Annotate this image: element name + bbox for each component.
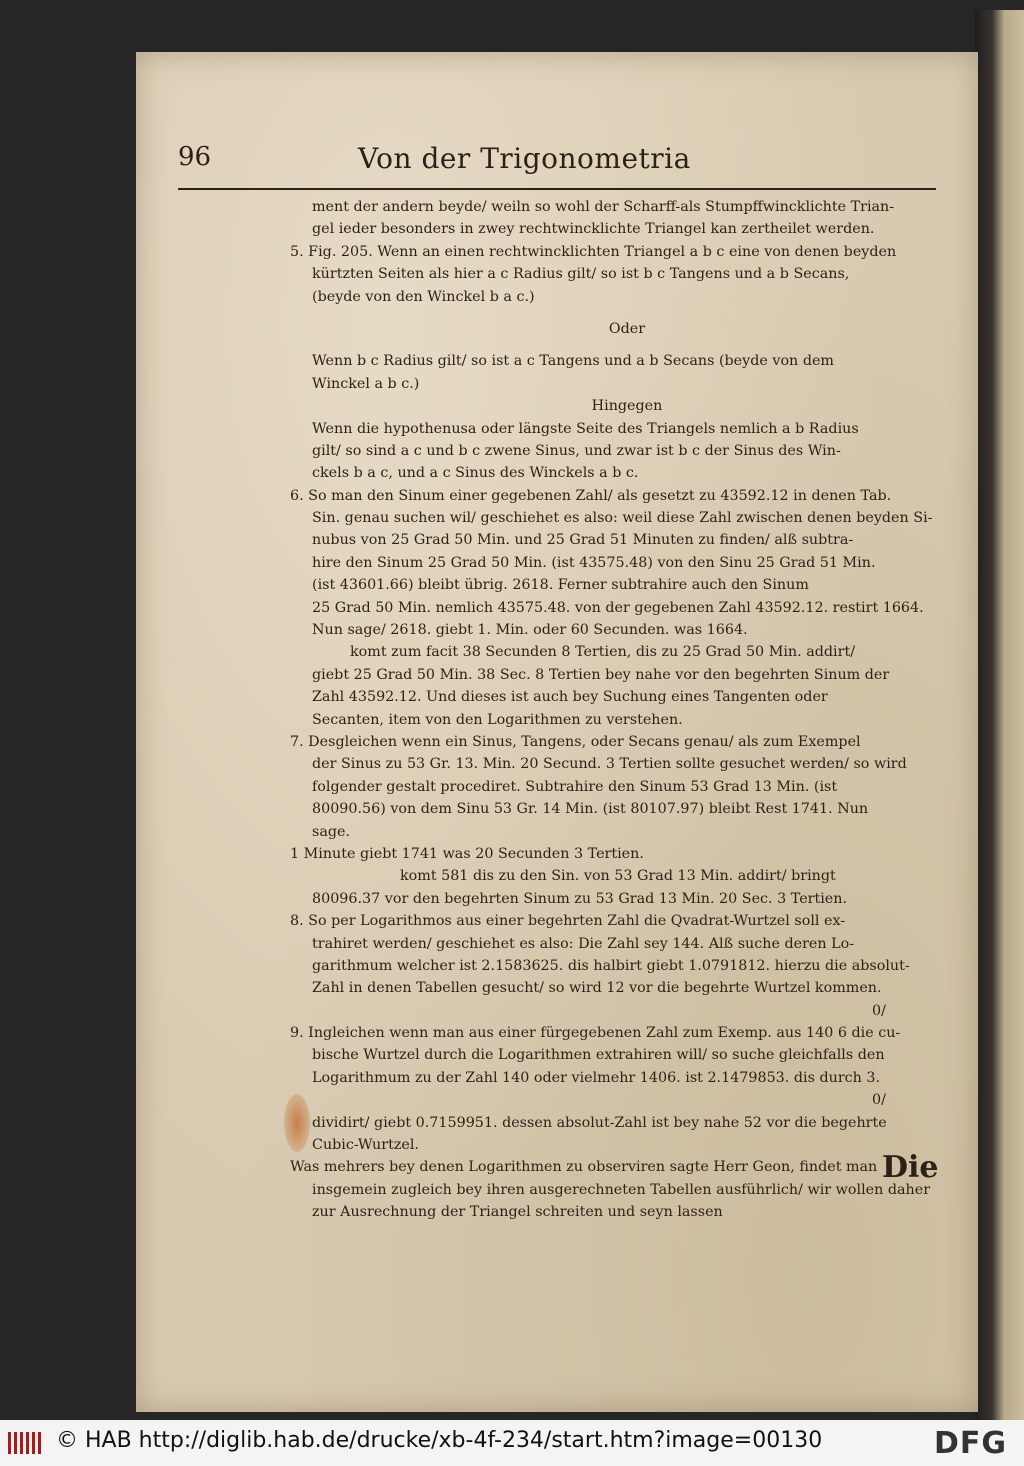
spacer — [312, 308, 942, 318]
page-number: 96 — [178, 142, 212, 172]
text-line: insgemein zugleich bey ihren ausgerechneten Tabellen ausführlich/ wir wollen daher — [312, 1181, 931, 1198]
text-line: zur Ausrechnung der Triangel schreiten und seyn lassen — [312, 1204, 723, 1221]
text-line: gilt/ so sind a c und b c zwene Sinus, und zwar ist b c der Sinus des Win- — [312, 442, 841, 459]
facing-page-edge — [975, 10, 1024, 1420]
text-line: sage. — [312, 823, 351, 840]
text-line: ckels b a c, und a c Sinus des Winckels a b c. — [312, 465, 639, 482]
text-line: Winckel a b c.) — [312, 375, 420, 392]
text-line: 80090.56) von dem Sinu 53 Gr. 14 Min. (ist 80107.97) bleibt Rest 1741. Nun — [312, 801, 869, 818]
text-line: nubus von 25 Grad 50 Min. und 25 Grad 51 Minuten zu finden/ alß subtra- — [312, 532, 854, 549]
text-line: Logarithmum zu der Zahl 140 oder vielmehr 1406. ist 2.1479853. dis durch 3. — [312, 1069, 881, 1086]
text-line: Was mehrers bey denen Logarithmen zu observiren sagte Herr Geon, findet man — [290, 1159, 878, 1176]
hab-logo-icon — [8, 1432, 44, 1454]
text-line: kürtzten Seiten als hier a c Radius gilt/ so ist b c Tangens und a b Secans, — [312, 266, 850, 283]
text-line: giebt 25 Grad 50 Min. 38 Sec. 8 Tertien bey nahe vor den begehrten Sinum der — [312, 666, 890, 683]
text-mark: 0/ — [872, 1092, 886, 1109]
text-line: gel ieder besonders in zwey rechtwincklichte Triangel kan zertheilet werden. — [312, 221, 875, 238]
header-rule — [178, 188, 936, 190]
text-line: Sin. genau suchen wil/ geschiehet es also: weil diese Zahl zwischen denen beyden Si- — [312, 510, 933, 527]
spacer — [312, 340, 942, 350]
text-line: Nun sage/ 2618. giebt 1. Min. oder 60 Secunden. was 1664. — [312, 622, 748, 639]
catchword: Die — [882, 1150, 939, 1185]
text-line: 5. Fig. 205. Wenn an einen rechtwincklichten Triangel a b c eine von denen beyden — [290, 243, 897, 260]
text-mark: 0/ — [872, 1002, 886, 1019]
text-line: dividirt/ giebt 0.7159951. dessen absolut-Zahl ist bey nahe 52 vor die begehrte — [312, 1114, 887, 1131]
footer-bar — [0, 1420, 1024, 1466]
section-word: Hingegen — [591, 398, 663, 415]
body-text — [290, 196, 942, 1224]
text-line: Wenn b c Radius gilt/ so ist a c Tangens und a b Secans (beyde von dem — [312, 353, 834, 370]
running-title: Von der Trigonometria — [358, 142, 691, 175]
page-header — [178, 142, 778, 182]
text-line: folgender gestalt procediret. Subtrahire den Sinum 53 Grad 13 Min. (ist — [312, 778, 838, 795]
text-line: 6. So man den Sinum einer gegebenen Zahl/ als gesetzt zu 43592.12 in denen Tab. — [290, 487, 892, 504]
paper-stain — [284, 1094, 310, 1152]
text-line: 80096.37 vor den begehrten Sinum zu 53 Grad 13 Min. 20 Sec. 3 Tertien. — [312, 890, 848, 907]
footer-copyright-link[interactable]: © HAB http://diglib.hab.de/drucke/xb-4f-234/start.htm?image=00130 — [56, 1428, 823, 1453]
text-line: komt 581 dis zu den Sin. von 53 Grad 13 Min. addirt/ bringt — [400, 868, 836, 885]
text-line: ment der andern beyde/ weiln so wohl der Scharff-als Stumpffwincklichte Trian- — [312, 199, 895, 215]
text-line: 1 Minute giebt 1741 was 20 Secunden 3 Tertien. — [290, 845, 644, 862]
text-line: der Sinus zu 53 Gr. 13. Min. 20 Secund. 3 Tertien sollte gesuchet werden/ so wird — [312, 756, 907, 773]
text-line: 25 Grad 50 Min. nemlich 43575.48. von der gegebenen Zahl 43592.12. restirt 1664. — [312, 599, 924, 616]
text-line: (ist 43601.66) bleibt übrig. 2618. Ferner subtrahire auch den Sinum — [312, 577, 809, 594]
text-line: komt zum facit 38 Secunden 8 Tertien, dis zu 25 Grad 50 Min. addirt/ — [350, 644, 856, 661]
text-line: trahiret werden/ geschiehet es also: Die Zahl sey 144. Alß suche deren Lo- — [312, 935, 855, 952]
text-line: bische Wurtzel durch die Logarithmen extrahiren will/ so suche gleichfalls den — [312, 1047, 885, 1064]
text-line: Secanten, item von den Logarithmen zu verstehen. — [312, 711, 683, 728]
text-line: Zahl 43592.12. Und dieses ist auch bey Suchung eines Tangenten oder — [312, 689, 828, 706]
text-line: garithmum welcher ist 2.1583625. dis halbirt giebt 1.0791812. hierzu die absolut- — [312, 957, 910, 974]
text-line: Zahl in denen Tabellen gesucht/ so wird 12 vor die begehrte Wurtzel kommen. — [312, 980, 882, 997]
text-line: hire den Sinum 25 Grad 50 Min. (ist 43575.48) von den Sinu 25 Grad 51 Min. — [312, 554, 876, 571]
text-line: (beyde von den Winckel b a c.) — [312, 288, 535, 305]
dfg-logo: DFG — [934, 1426, 1008, 1461]
text-line: Wenn die hypothenusa oder längste Seite des Triangels nemlich a b Radius — [312, 420, 859, 437]
text-line: 8. So per Logarithmos aus einer begehrten Zahl die Qvadrat-Wurtzel soll ex- — [290, 913, 846, 930]
text-line: 7. Desgleichen wenn ein Sinus, Tangens, oder Secans genau/ als zum Exempel — [290, 733, 861, 750]
text-line: 9. Ingleichen wenn man aus einer fürgegebenen Zahl zum Exemp. aus 140 6 die cu- — [290, 1025, 901, 1042]
text-line: Cubic-Wurtzel. — [312, 1137, 419, 1154]
section-word: Oder — [608, 320, 646, 337]
